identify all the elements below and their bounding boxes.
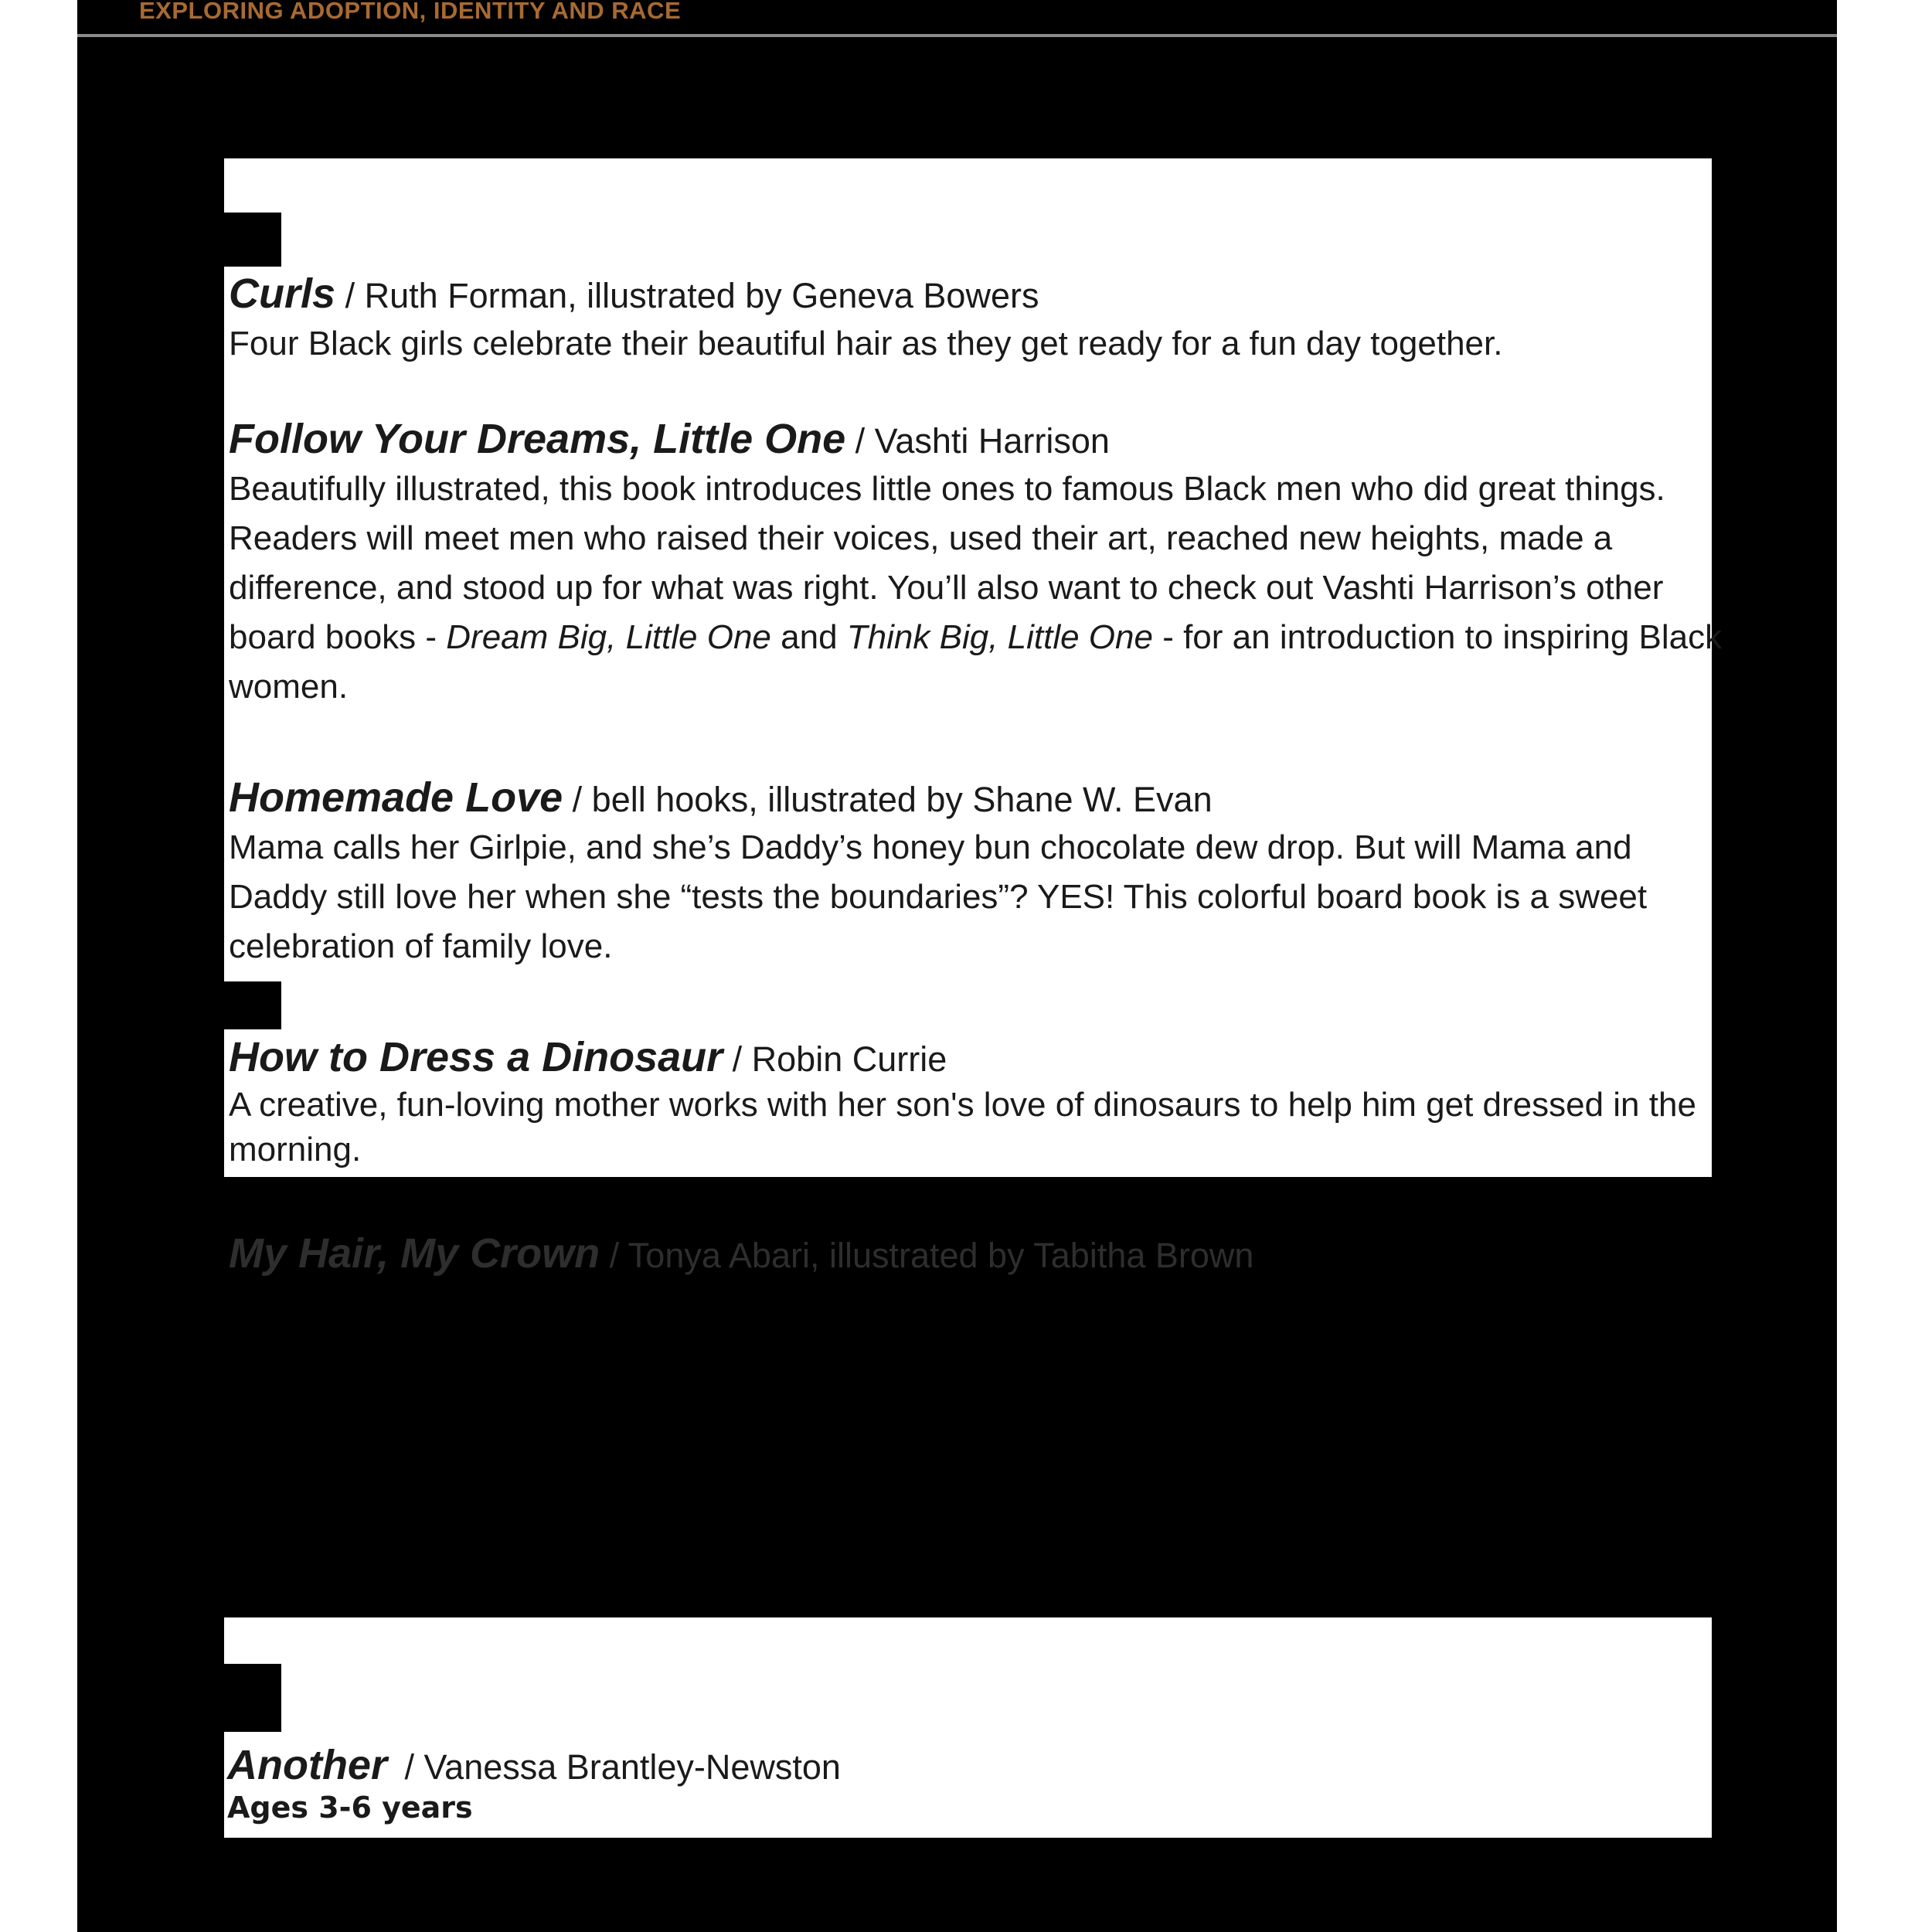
header-divider <box>77 34 1837 37</box>
book-reference: Think Big, Little One <box>846 618 1153 656</box>
panel-notch <box>224 213 281 267</box>
book-author: / Tonya Abari, illustrated by Tabitha Brown <box>609 1236 1254 1275</box>
book-title: How to Dress a Dinosaur <box>229 1034 723 1080</box>
book-author: / Vanessa Brantley-Newston <box>404 1747 841 1787</box>
book-entry-curls <box>229 270 1728 369</box>
age-range: Ages 3-6 years <box>227 1791 473 1825</box>
header-tagline: EXPLORING ADOPTION, IDENTITY AND RACE <box>139 0 682 24</box>
book-description: Beautifully illustrated, this book introduces little ones to famous Black men who did great things. Readers will meet men who raised their voices, used their art, reached new heights, made a difference, and stood up for what was right. You’ll also want to check out Vashti Harrison’s other board books - Dream Big, Little One and Think Big, Little One - for an introduction to inspiring Black women. <box>229 470 1723 706</box>
book-title: Follow Your Dreams, Little One <box>229 416 846 462</box>
panel-notch <box>224 1664 281 1732</box>
book-entry-follow-your-dreams <box>229 416 1728 712</box>
book-title: My Hair, My Crown <box>229 1230 600 1277</box>
panel-notch <box>224 981 281 1029</box>
book-entry-how-to-dress-a-dinosaur <box>229 1034 1728 1172</box>
book-author: / Vashti Harrison <box>855 421 1110 461</box>
book-entry-another <box>227 1742 1726 1825</box>
book-description: A creative, fun-loving mother works with her son's love of dinosaurs to help him get dressed in the morning. <box>229 1086 1696 1168</box>
book-author: / Ruth Forman, illustrated by Geneva Bowers <box>345 276 1039 315</box>
book-author: / Robin Currie <box>732 1039 947 1079</box>
book-description: Four Black girls celebrate their beautiful hair as they get ready for a fun day together. <box>229 325 1503 362</box>
book-reference: Dream Big, Little One <box>446 618 771 656</box>
book-entry-homemade-love <box>229 774 1728 971</box>
book-title: Another <box>227 1742 387 1788</box>
document-page <box>77 0 1837 1932</box>
book-entry-my-hair-my-crown <box>229 1230 1728 1279</box>
book-author: / bell hooks, illustrated by Shane W. Evan <box>572 780 1213 819</box>
book-title: Homemade Love <box>229 774 563 821</box>
book-title: Curls <box>229 270 336 317</box>
book-description: Mama calls her Girlpie, and she’s Daddy’s honey bun chocolate dew drop. But will Mama and Daddy still love her when she “tests the boundaries”? YES! This colorful board book is a sweet celebration of family love. <box>229 828 1648 965</box>
